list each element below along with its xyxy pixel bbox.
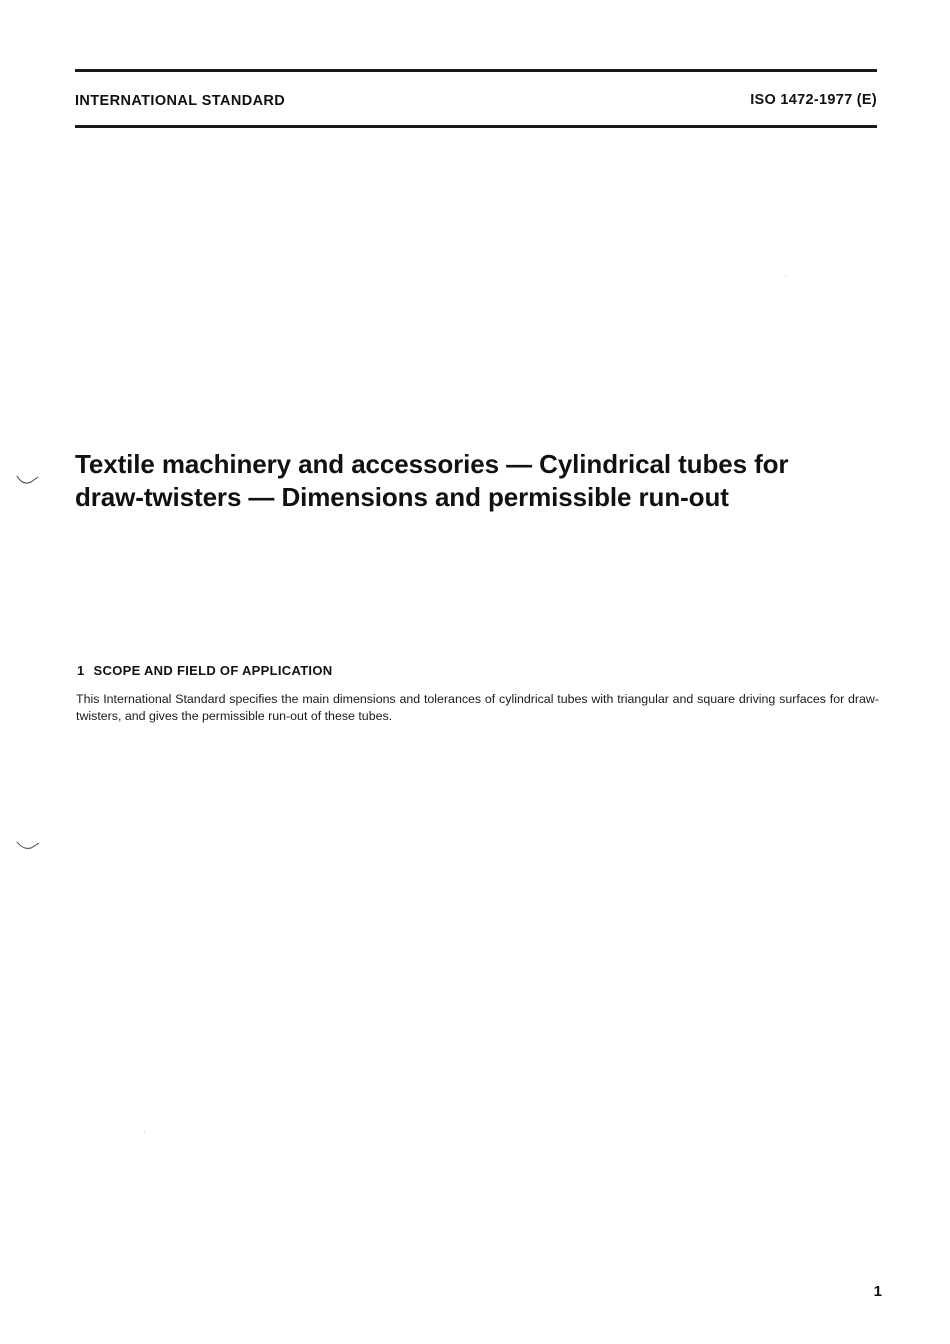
header-bottom-rule [75,125,877,128]
standard-number-label: ISO 1472-1977 (E) [750,92,877,108]
document-title [75,448,875,514]
scan-speck [785,275,786,276]
section-paragraph: This International Standard specifies the main dimensions and tolerances of cylindrical tubes with triangular and square driving surfaces for draw-twisters, and gives the permissible run-out of these tubes. [76,692,879,723]
title-line-2: draw-twisters — Dimensions and permissible run-out [75,482,729,512]
section-heading [77,663,332,678]
binding-mark-icon [15,473,45,487]
title-line-1: Textile machinery and accessories — Cylindrical tubes for [75,449,789,479]
section-number: 1 [77,663,85,678]
binding-mark-icon [15,838,45,852]
document-type-label: INTERNATIONAL STANDARD [75,93,286,109]
scan-speck [144,1131,145,1132]
section-title: SCOPE AND FIELD OF APPLICATION [93,663,333,678]
header-top-rule [75,69,877,72]
page-number: 1 [873,1283,882,1300]
